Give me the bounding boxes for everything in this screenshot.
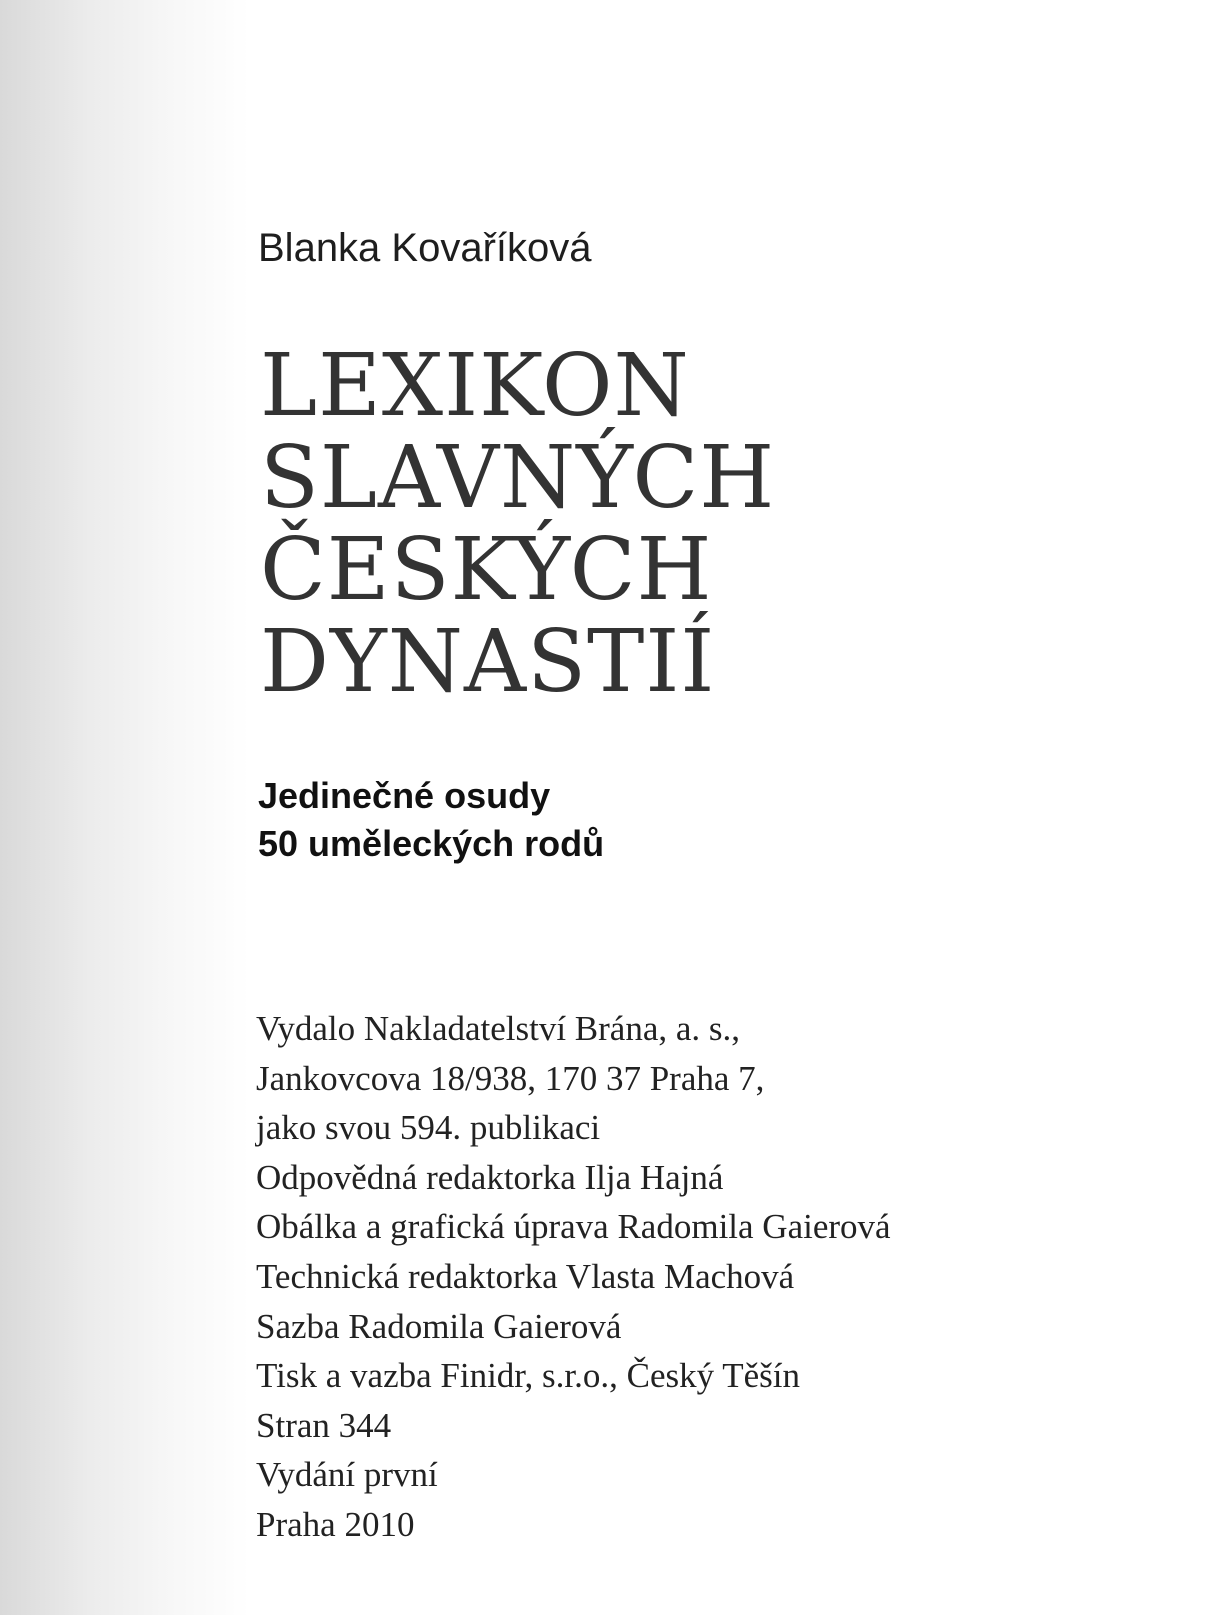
imprint-line: Obálka a grafická úprava Radomila Gaierová [256,1207,891,1247]
imprint-line: Sazba Radomila Gaierová [256,1306,622,1346]
imprint-line: jako svou 594. publikaci [256,1108,601,1148]
imprint-line: Odpovědná redaktorka Ilja Hajná [256,1157,724,1197]
imprint-line: Praha 2010 [256,1504,415,1544]
imprint-line: Tisk a vazba Finidr, s.r.o., Český Těšín [256,1356,801,1396]
imprint-line: Jankovcova 18/938, 170 37 Praha 7, [256,1058,765,1098]
imprint-line: Stran 344 [256,1405,392,1445]
book-title [260,336,776,712]
imprint-block [256,1004,891,1550]
imprint-line: Vydalo Nakladatelství Brána, a. s., [256,1009,741,1048]
imprint-line: Technická redaktorka Vlasta Machová [256,1256,795,1296]
title-line: SLAVNÝCH [260,428,776,528]
book-subtitle [258,772,604,868]
imprint-line: Vydání první [256,1455,438,1495]
subtitle-line: Jedinečné osudy [258,775,551,816]
title-line: LEXIKON [260,336,690,436]
author-name: Blanka Kovaříková [258,226,592,270]
title-line: ČESKÝCH [260,520,713,620]
title-line: DYNASTIÍ [260,612,716,712]
subtitle-line: 50 uměleckých rodů [258,823,605,864]
